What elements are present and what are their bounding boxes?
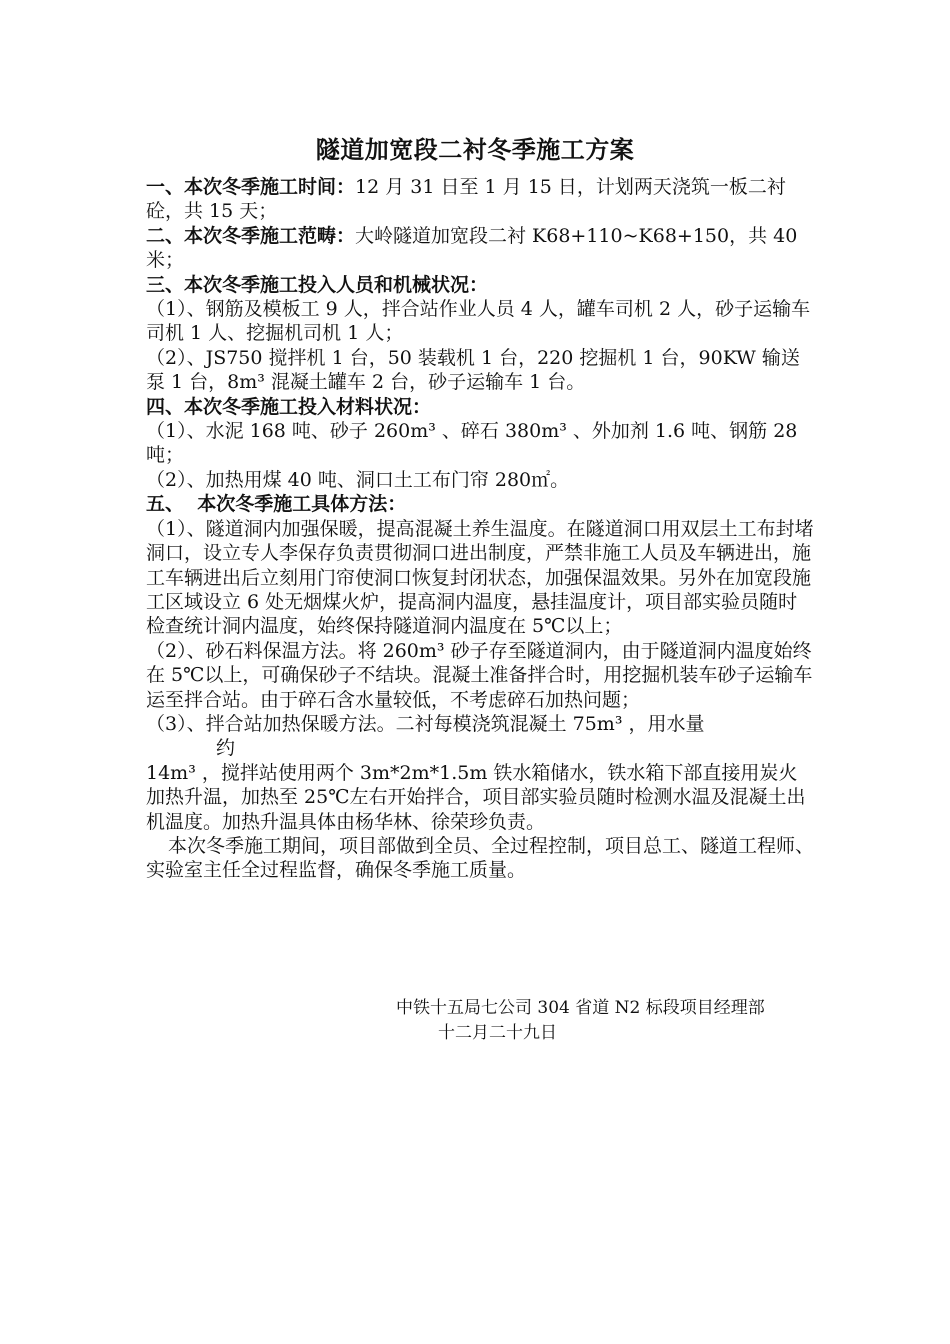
- section-3-item-1: （1）、钢筋及模板工 9 人，拌合站作业人员 4 人，罐车司机 2 人，砂子运输车司机 1 人、挖掘机司机 1 人；: [146, 298, 811, 345]
- section-1: [146, 175, 814, 224]
- section-5-item-2: （2）、砂石料保温方法。将 260m³ 砂子存至隧道洞内，由于隧道洞内温度始终在 5℃以上，可确保砂子不结块。混凝土准备拌合时，用挖掘机装车砂子运输车运至拌合站。由于碎石含水量较低，不考虑碎石加热问题；: [146, 639, 813, 711]
- section-4-item-2: （2）、加热用煤 40 吨、洞口土工布门帘 280㎡。: [146, 468, 570, 491]
- section-3-heading: 三、本次冬季施工投入人员和机械状况：: [146, 273, 489, 296]
- section-1-text: 12 月 31 日至 1 月 15 日，计划两天浇筑一板二衬砼，共 15 天；: [146, 176, 786, 223]
- closing-paragraph: 本次冬季施工期间，项目部做到全员、全过程控制，项目总工、隧道工程师、实验室主任全过程监督，确保冬季施工质量。: [146, 834, 815, 882]
- signature-org: 中铁十五局七公司 304 省道 N2 标段项目经理部: [396, 998, 765, 1018]
- document-body: [146, 175, 814, 883]
- section-5-item-3-line-2: 约: [216, 737, 236, 760]
- section-5-item-1: （1）、隧道洞内加强保暖，提高混凝土养生温度。在隧道洞口用双层土工布封堵洞口，设立专人李保存负责贯彻洞口进出制度，严禁非施工人员及车辆进出，施工车辆进出后立刻用门帘使洞口恢复封闭状态，加强保温效果。另外在加宽段施工区域设立 6 处无烟煤火炉，提高洞内温度，悬挂温度计，项目部实验员随时检查统计洞内温度，始终保持隧道洞内温度在 5℃以上；: [146, 517, 814, 638]
- section-5-item-3-line-1: （3）、拌合站加热保暖方法。二衬每模浇筑混凝土 75m³ ，用水量: [146, 712, 705, 735]
- section-3-item-2: （2）、JS750 搅拌机 1 台，50 装载机 1 台，220 挖掘机 1 台，90KW 输送泵 1 台，8m³ 混凝土罐车 2 台，砂子运输车 1 台。: [146, 346, 800, 394]
- section-5-item-3-rest: 14m³ ，搅拌站使用两个 3m*2m*1.5m 铁水箱储水，铁水箱下部直接用炭火加热升温，加热至 25℃左右开始拌合，项目部实验员随时检测水温及混凝土出机温度。加热升温具体由杨华林、徐荣珍负责。: [146, 761, 806, 833]
- section-5-heading: 五、 本次冬季施工具体方法：: [146, 493, 407, 516]
- section-1-heading: 一、本次冬季施工时间：: [146, 176, 356, 198]
- section-2-heading: 二、本次冬季施工范畴：: [146, 224, 356, 247]
- signature-date: 十二月二十九日: [438, 1023, 557, 1043]
- section-4-item-1: （1）、水泥 168 吨、砂子 260m³ 、碎石 380m³ 、外加剂 1.6 吨、钢筋 28 吨；: [146, 420, 798, 467]
- section-2-text: 大岭隧道加宽段二衬 K68+110~K68+150，共 40 米；: [146, 224, 798, 272]
- section-2: [146, 224, 814, 273]
- document-title: 隧道加宽段二衬冬季施工方案: [315, 135, 635, 164]
- section-4-heading: 四、本次冬季施工投入材料状况：: [146, 395, 432, 418]
